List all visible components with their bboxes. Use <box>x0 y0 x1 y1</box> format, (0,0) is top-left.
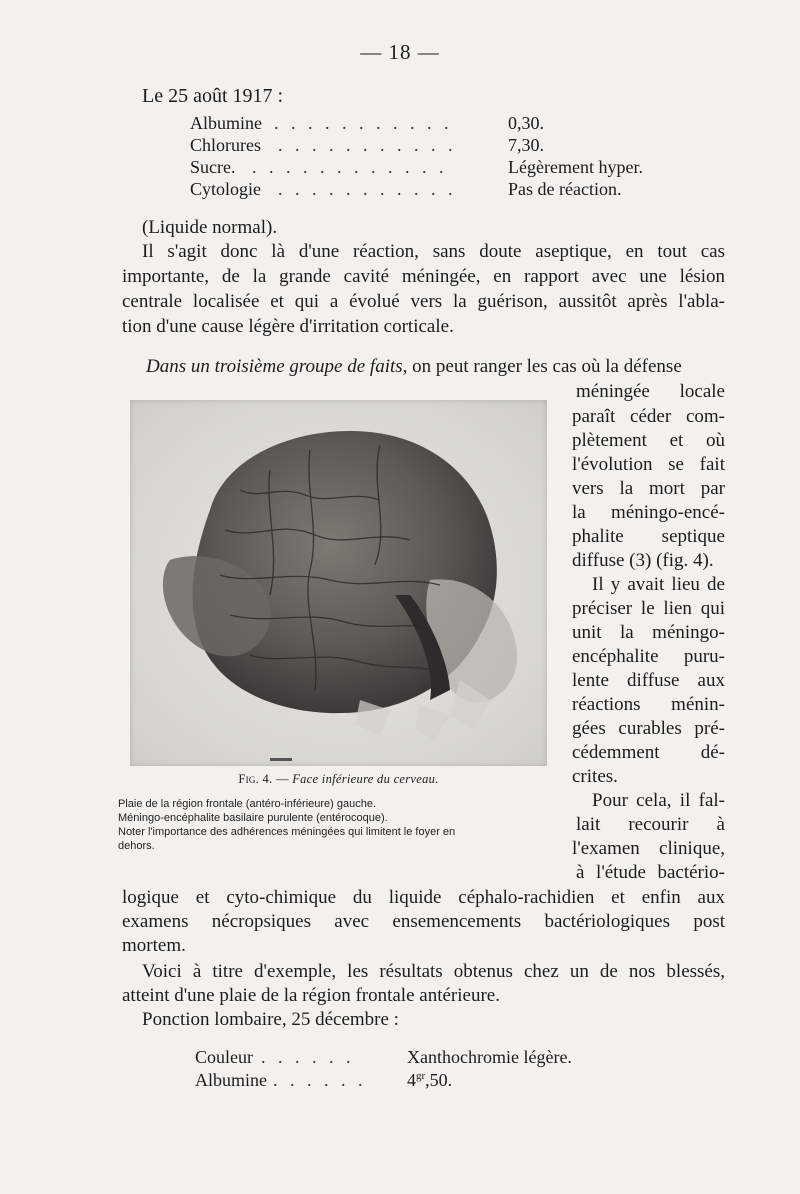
table1-label: Sucre. <box>190 157 236 177</box>
leader-dots: . . . . . . . . . . . <box>274 113 453 133</box>
section-lead-italic: Dans un troisième groupe de faits, <box>146 356 408 377</box>
ponction-line: Ponction lombaire, 25 décembre : <box>142 1009 399 1030</box>
column-line: vers la mort par <box>572 478 725 499</box>
body-line: importante, de la grande cavité méningée, en rapport avec une lésion <box>122 266 725 287</box>
leader-dots: . . . . . . . . . . . . <box>252 157 448 177</box>
column-line: lait recourir à <box>576 814 725 835</box>
figure-dash: — <box>275 772 293 786</box>
column-line: Il y avait lieu de <box>592 574 725 595</box>
column-line: plètement et où <box>572 430 725 451</box>
body-line: centrale localisée et qui a évolué vers la guérison, aussitôt après l'abla- <box>122 291 725 312</box>
body-line: atteint d'une plaie de la région frontale antérieure. <box>122 985 500 1006</box>
column-line: crites. <box>572 766 618 787</box>
body-line: Il s'agit donc là d'une réaction, sans doute aseptique, en tout cas <box>142 241 725 262</box>
table2-row <box>195 1069 615 1091</box>
value-unit: gr <box>416 1070 426 1082</box>
section-line <box>146 355 682 379</box>
brain-photograph <box>130 400 547 766</box>
figure-title <box>130 772 547 787</box>
table1-value: Pas de réaction. <box>508 179 622 199</box>
leader-dots: . . . . . . <box>261 1047 355 1067</box>
column-line: phalite septique <box>572 526 725 547</box>
body-line: tion d'une cause légère d'irritation corticale. <box>122 316 454 337</box>
leader-dots: . . . . . . <box>273 1070 367 1090</box>
body-line: logique et cyto-chimique du liquide céphalo-rachidien et enfin aux <box>122 887 725 908</box>
table1-row <box>190 178 660 200</box>
value-main: 4 <box>407 1070 416 1090</box>
column-line: réactions ménin- <box>572 694 725 715</box>
table2-row <box>195 1046 615 1068</box>
table2-value <box>407 1069 452 1091</box>
column-line: unit la méningo- <box>572 622 725 643</box>
figure-title-text: Face inférieure du cerveau. <box>292 772 439 786</box>
body-line: Voici à titre d'exemple, les résultats obtenus chez un de nos blessés, <box>142 961 725 982</box>
column-line: à l'étude bactério- <box>576 862 725 883</box>
body-line: (Liquide normal). <box>142 217 278 238</box>
table1-label: Albumine <box>190 113 262 133</box>
column-line: lente diffuse aux <box>572 670 725 691</box>
section-lead-rest: on peut ranger les cas où la défense <box>412 356 682 377</box>
page-number: — 18 — <box>360 40 440 64</box>
table1-value: 0,30. <box>508 113 544 133</box>
caption-line: Méningo-encéphalite basilaire purulente (entérocoque). <box>118 812 388 824</box>
column-line: paraît céder com- <box>572 406 725 427</box>
table2-label: Albumine <box>195 1070 267 1090</box>
date-line: Le 25 août 1917 : <box>142 85 284 107</box>
body-line: examens nécropsiques avec ensemencements bactériologiques post <box>122 911 725 932</box>
value-rest: ,50. <box>425 1070 453 1090</box>
column-line: l'examen clinique, <box>572 838 725 859</box>
table1-label: Chlorures <box>190 135 261 155</box>
column-line: la méningo-encé- <box>572 502 725 523</box>
table1-row <box>190 156 660 178</box>
figure-label: Fig. 4. <box>238 772 273 786</box>
caption-line: Noter l'importance des adhérences méningées qui limitent le foyer en <box>118 826 456 838</box>
column-line: Pour cela, il fal- <box>592 790 725 811</box>
column-line: méningée locale <box>576 381 725 402</box>
column-line: encéphalite puru- <box>572 646 725 667</box>
brain-image <box>130 400 547 766</box>
table1-value: 7,30. <box>508 135 544 155</box>
caption-line: Plaie de la région frontale (antéro-inférieure) gauche. <box>118 798 377 810</box>
table1-value: Légèrement hyper. <box>508 157 643 177</box>
column-line: diffuse (3) (fig. 4). <box>572 550 714 571</box>
table1-row <box>190 134 660 156</box>
body-line: mortem. <box>122 935 186 956</box>
caption-line: dehors. <box>118 840 155 852</box>
column-line: gées curables pré- <box>572 718 725 739</box>
table2-label: Couleur <box>195 1047 253 1067</box>
column-line: l'évolution se fait <box>572 454 725 475</box>
leader-dots: . . . . . . . . . . . <box>278 135 457 155</box>
column-line: cédemment dé- <box>572 742 725 763</box>
table1-label: Cytologie <box>190 179 261 199</box>
leader-dots: . . . . . . . . . . . <box>278 179 457 199</box>
table2-value: Xanthochromie légère. <box>407 1047 572 1067</box>
column-line: préciser le lien qui <box>572 598 725 619</box>
table1-row <box>190 112 660 134</box>
